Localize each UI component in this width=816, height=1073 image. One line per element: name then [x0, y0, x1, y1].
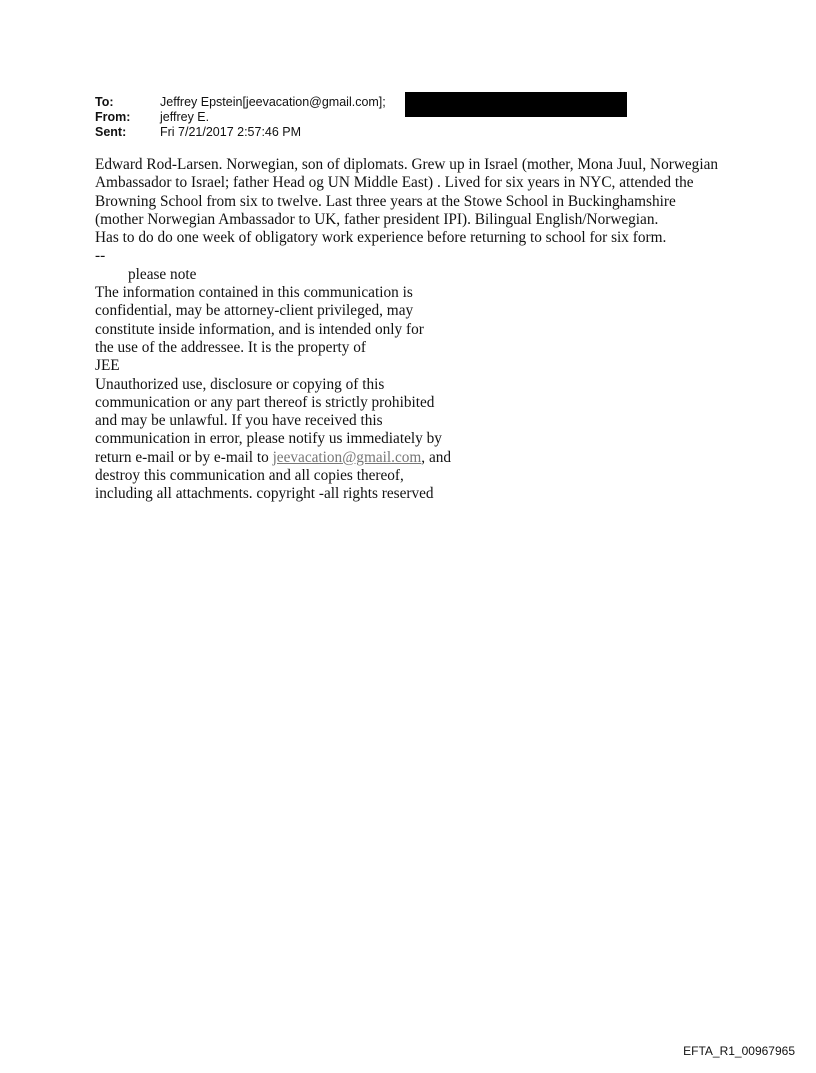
signature-separator: -- [95, 247, 106, 265]
notice-line: communication in error, please notify us immediately by [95, 430, 442, 448]
email-header [95, 95, 386, 140]
sent-value: Fri 7/21/2017 2:57:46 PM [160, 125, 302, 139]
redaction-block [405, 92, 627, 117]
from-label: From: [95, 110, 131, 124]
from-value: jeffrey E. [160, 110, 210, 124]
notice-line: constitute inside information, and is intended only for [95, 320, 424, 338]
notice-line: JEE [95, 357, 120, 375]
notice-line: and may be unlawful. If you have received this [95, 412, 383, 430]
to-value: Jeffrey Epstein[jeevacation@gmail.com]; [160, 95, 386, 109]
notice-text: return e-mail or by e-mail to [95, 448, 273, 466]
notice-line: Unauthorized use, disclosure or copying of this [95, 375, 385, 393]
to-label: To: [95, 95, 114, 109]
notice-line: the use of the addressee. It is the property of [95, 338, 367, 356]
email-body [95, 156, 725, 504]
notice-line: including all attachments. copyright -all rights reserved [95, 485, 434, 503]
notice-line: communication or any part thereof is strictly prohibited [95, 393, 435, 411]
notice-line: The information contained in this communication is [95, 284, 413, 302]
document-id: EFTA_R1_00967965 [683, 1044, 795, 1058]
body-paragraph-1: Edward Rod-Larsen. Norwegian, son of diplomats. Grew up in Israel (mother, Mona Juul, Norwegian Ambassador to Israel; father Head og UN Middle East) . Lived for six years in NYC, attended the Browning School from six to twelve. Last three years at the Stowe School in Buckinghamshire (mother Norwegian Ambassador to UK, father president IPI). Bilingual English/Norwegian. [95, 156, 719, 228]
body-paragraph-2: Has to do do one week of obligatory work experience before returning to school for six form. [95, 229, 667, 247]
email-link[interactable]: jeevacation@gmail.com [272, 448, 422, 466]
notice-line: confidential, may be attorney-client privileged, may [95, 302, 414, 320]
notice-text: , and [421, 448, 452, 466]
sent-row [95, 125, 386, 140]
to-row [95, 95, 386, 110]
sent-label: Sent: [95, 125, 127, 139]
notice-line [95, 449, 495, 467]
please-note: please note [128, 265, 197, 283]
from-row [95, 110, 386, 125]
notice-line: destroy this communication and all copies thereof, [95, 467, 404, 485]
confidentiality-notice [95, 284, 495, 504]
